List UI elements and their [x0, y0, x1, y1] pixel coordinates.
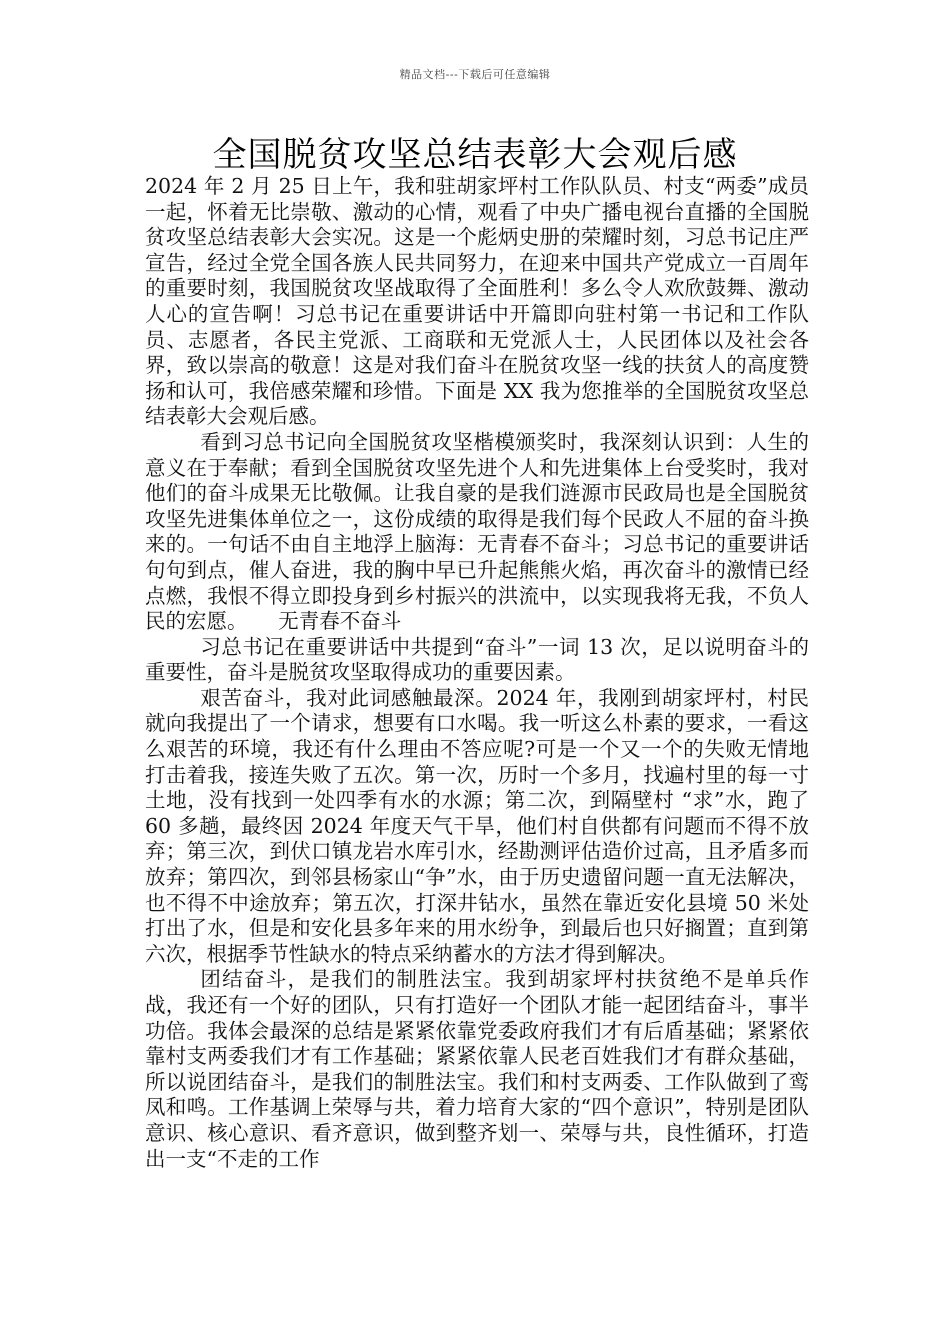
- paragraph-4: 艰苦奋斗，我对此词感触最深。2024 年，我刚到胡家坪村，村民就向我提出了一个请求，想要有口水喝。我一听这么朴素的要求，一看这么艰苦的环境，我还有什么理由不答应呢?可是一个又一个的失败无情地打击着我，接连失败了五次。第一次，历时一个多月，找遍村里的每一寸土地，没有找到一处四季有水的水源；第二次，到隔壁村 “求”水，跑了 60 多趟，最终因 2024 年度天气干旱，他们村自供都有问题而不得不放弃；第三次，到伏口镇龙岩水库引水，经勘测评估造价过高，且矛盾多而放弃；第四次，到邻县杨家山“争”水，由于历史遗留问题一直无法解决，也不得不中途放弃；第五次，打深井钻水，虽然在靠近安化县境 50 米处打出了水，但是和安化县多年来的用水纷争，到最后也只好搁置；直到第六次，根据季节性缺水的特点采纳蓄水的方法才得到解决。: [145, 685, 809, 966]
- header-note: 精品文档---下载后可任意编辑: [399, 68, 551, 81]
- document-title: 全国脱贫攻坚总结表彰大会观后感: [212, 135, 738, 175]
- paragraph-2: 看到习总书记向全国脱贫攻坚楷模颁奖时，我深刻认识到：人生的意义在于奉献；看到全国脱贫攻坚先进个人和先进集体上台受奖时，我对他们的奋斗成果无比敬佩。让我自豪的是我们涟源市民政局也是全国脱贫攻坚先进集体单位之一，这份成绩的取得是我们每个民政人不屈的奋斗换来的。一句话不由自主地浮上脑海：无青春不奋斗；习总书记的重要讲话句句到点，催人奋进，我的胸中早已升起熊熊火焰，再次奋斗的激情已经点燃，我恨不得立即投身到乡村振兴的洪流中，以实现我将无我，不负人民的宏愿。 无青春不奋斗: [145, 429, 809, 634]
- paragraph-3: 习总书记在重要讲话中共提到“奋斗”一词 13 次，足以说明奋斗的重要性，奋斗是脱贫攻坚取得成功的重要因素。: [145, 634, 809, 685]
- document-body: [145, 174, 809, 1172]
- paragraph-1: 2024 年 2 月 25 日上午，我和驻胡家坪村工作队队员、村支“两委”成员一起，怀着无比崇敬、激动的心情，观看了中央广播电视台直播的全国脱贫攻坚总结表彰大会实况。这是一个彪炳史册的荣耀时刻，习总书记庄严宣告，经过全党全国各族人民共同努力，在迎来中国共产党成立一百周年的重要时刻，我国脱贫攻坚战取得了全面胜利！多么令人欢欣鼓舞、激动人心的宣告啊！习总书记在重要讲话中开篇即向驻村第一书记和工作队员、志愿者，各民主党派、工商联和无党派人士，人民团体以及社会各界，致以崇高的敬意！这是对我们奋斗在脱贫攻坚一线的扶贫人的高度赞扬和认可，我倍感荣耀和珍惜。下面是 XX 我为您推举的全国脱贫攻坚总结表彰大会观后感。: [145, 174, 809, 429]
- paragraph-5: 团结奋斗，是我们的制胜法宝。我到胡家坪村扶贫绝不是单兵作战，我还有一个好的团队，只有打造好一个团队才能一起团结奋斗，事半功倍。我体会最深的总结是紧紧依靠党委政府我们才有后盾基础；紧紧依靠村支两委我们才有工作基础；紧紧依靠人民老百姓我们才有群众基础，所以说团结奋斗，是我们的制胜法宝。我们和村支两委、工作队做到了鸾凤和鸣。工作基调上荣辱与共，着力培育大家的“四个意识”，特别是团队意识、核心意识、看齐意识，做到整齐划一、荣辱与共，良性循环，打造出一支“不走的工作: [145, 967, 809, 1171]
